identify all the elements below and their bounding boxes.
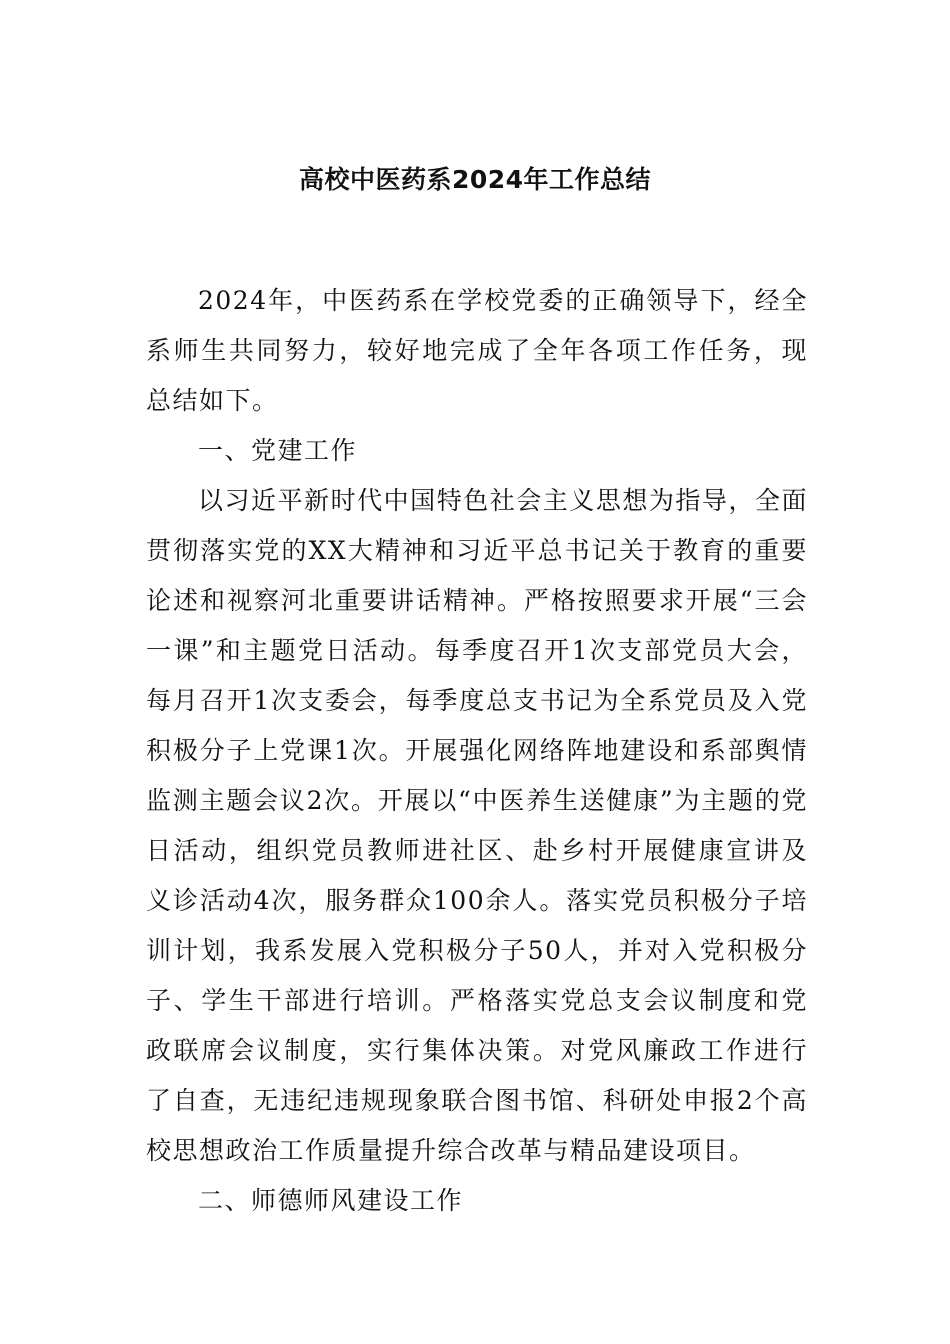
intro-paragraph: 2024年，中医药系在学校党委的正确领导下，经全系师生共同努力，较好地完成了全年各项工作任务，现总结如下。 bbox=[146, 286, 808, 415]
section-heading-party-building: 一、党建工作 bbox=[198, 436, 358, 465]
section-heading-teacher-ethics: 二、师德师风建设工作 bbox=[198, 1186, 464, 1215]
document-title: 高校中医药系2024年工作总结 bbox=[298, 165, 652, 194]
document-body bbox=[146, 276, 808, 1226]
party-building-paragraph: 以习近平新时代中国特色社会主义思想为指导，全面贯彻落实党的XX大精神和习近平总书记关于教育的重要论述和视察河北重要讲话精神。严格按照要求开展“三会一课”和主题党日活动。每季度召开1次支部党员大会，每月召开1次支委会，每季度总支书记为全系党员及入党积极分子上党课1次。开展强化网络阵地建设和系部舆情监测主题会议2次。开展以“中医养生送健康”为主题的党日活动，组织党员教师进社区、赴乡村开展健康宣讲及义诊活动4次，服务群众100余人。落实党员积极分子培训计划，我系发展入党积极分子50人，并对入党积极分子、学生干部进行培训。严格落实党总支会议制度和党政联席会议制度，实行集体决策。对党风廉政工作进行了自查，无违纪违规现象联合图书馆、科研处申报2个高校思想政治工作质量提升综合改革与精品建设项目。 bbox=[146, 486, 808, 1165]
